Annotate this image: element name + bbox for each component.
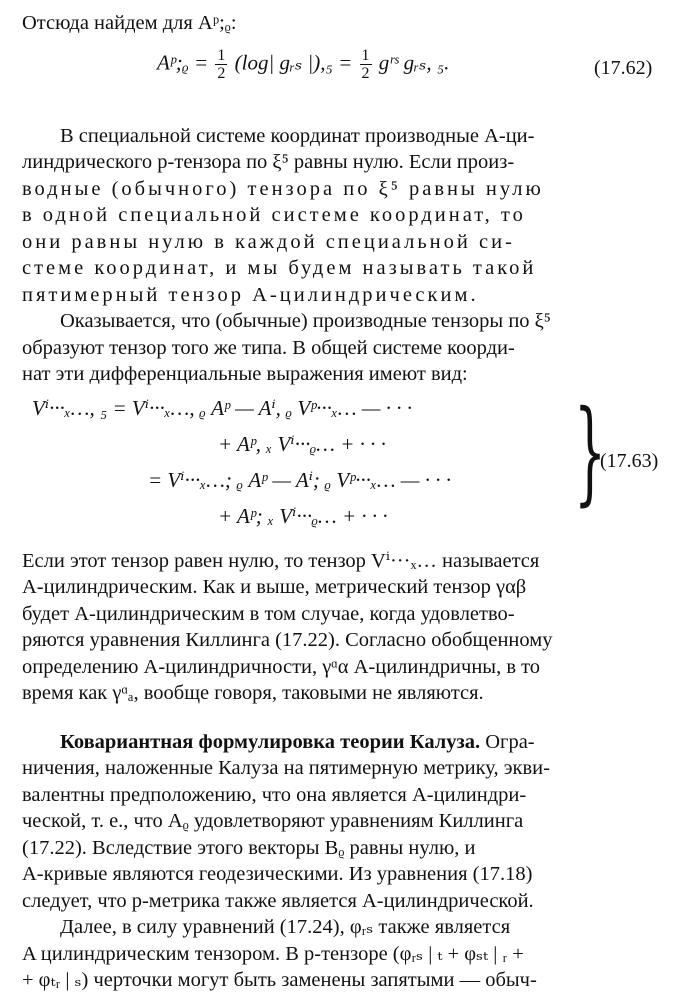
p4-line-5: (17.22). Вследствие этого векторы Bᵨ равны нулю, и bbox=[22, 836, 476, 859]
eq2-line-3: = Vⁱ···ₓ…; ᵨ Aᵖ — Aⁱ; ᵨ Vᵖ···ₓ… — · · · bbox=[148, 467, 451, 492]
intro-line: Отсюда найдем для Aᵖ;ᵨ: bbox=[22, 12, 237, 34]
eq2-number: (17.63) bbox=[600, 449, 659, 472]
eq1-half-b: $\frac{1}{2}$ bbox=[361, 46, 370, 82]
eq1-half-a: $\frac{1}{2}$ bbox=[217, 46, 226, 82]
p5-line-3: + φₜᵣ | ₛ) черточки могут быть заменены запятыми — обыч- bbox=[22, 969, 537, 991]
paragraph-4 bbox=[22, 729, 670, 915]
eq1-lhs: Aᵖ;ᵨ = bbox=[157, 49, 209, 74]
p2-line-1: Оказывается, что (обычные) производные тензоры по ξ⁵ bbox=[60, 310, 551, 332]
p5-line-1: Далее, в силу уравнений (17.24), φᵣₛ также является bbox=[60, 916, 511, 938]
equation-17-63 bbox=[22, 386, 670, 544]
p4-line-3: валентны предположению, что она является A-цилиндри- bbox=[22, 783, 527, 806]
p3-line-4: ряются уравнения Киллинга (17.22). Согласно обобщенному bbox=[22, 629, 553, 651]
p1-line-3: водные (обычного) тензора по ξ⁵ равны нулю bbox=[22, 177, 544, 200]
eq1-mid: (log| gᵣₛ |),₅ = bbox=[234, 49, 353, 74]
right-brace: } bbox=[574, 386, 607, 517]
p4-line-7: следует, что p-метрика также является A-цилиндрической. bbox=[22, 889, 534, 912]
p2-line-2: образуют тензор того же типа. В общей системе коорди- bbox=[22, 336, 515, 359]
equation-17-62 bbox=[22, 37, 670, 99]
p3-line-1: Если этот тензор равен нулю, то тензор Vⁱ···ₓ… называется bbox=[22, 549, 540, 572]
p1-line-2: линдрического p-тензора по ξ⁵ равны нулю. Если произ- bbox=[22, 151, 515, 173]
p5-line-2: A цилиндрическим тензором. В p-тензоре (φᵣₛ | ₜ + φₛₜ | ᵣ + bbox=[22, 942, 524, 965]
page bbox=[22, 10, 670, 994]
eq2-line-1: Vⁱ···ₓ…, ₅ = Vⁱ···ₓ…, ᵨ Aᵖ — Aⁱ, ᵨ Vᵖ···ₓ… — · · · bbox=[32, 395, 412, 420]
p1-line-6: стеме координат, и мы будем называть такой bbox=[22, 257, 537, 279]
p1-line-7: пятимерный тензор A-цилиндрическим. bbox=[22, 283, 479, 306]
paragraph-5 bbox=[22, 914, 670, 994]
p4-line-6: A-кривые являются геодезическими. Из уравнения (17.18) bbox=[22, 863, 533, 885]
p4-line-2: ничения, наложенные Калуза на пятимерную метрику, экви- bbox=[22, 757, 550, 779]
p3-line-2: A-цилиндрическим. Как и выше, метрический тензор γαβ bbox=[22, 576, 527, 598]
paragraph-2 bbox=[22, 308, 670, 388]
p4-line-4: ческой, т. е., что Aᵨ удовлетворяют уравнениям Киллинга bbox=[22, 810, 524, 832]
eq1-number: (17.62) bbox=[594, 56, 653, 79]
paragraph-3 bbox=[22, 548, 670, 707]
paragraph-1 bbox=[22, 123, 670, 309]
p3-line-5: определению A-цилиндричности, γᵅα A-цилиндричны, в то bbox=[22, 655, 541, 678]
eq2-line-4: + Aᵖ; ₓ Vⁱ···ᵨ… + · · · bbox=[218, 503, 388, 528]
p1-line-1: В специальной системе координат производные A-ци- bbox=[60, 124, 535, 147]
eq1-rhs: gʳˢ gᵣₛ, ₅. bbox=[378, 49, 450, 74]
p2-line-3: нат эти дифференциальные выражения имеют вид: bbox=[22, 363, 468, 385]
p3-line-3: будет A-цилиндрическим в том случае, когда удовлетво- bbox=[22, 602, 515, 625]
section-heading: Ковариантная формулировка теории Калуза. bbox=[60, 730, 481, 753]
p1-line-5: они равны нулю в каждой специальной си- bbox=[22, 230, 515, 253]
p4-line-1: Ковариантная формулировка теории Калуза. Огра- bbox=[60, 730, 535, 753]
p3-line-6: время как γᵅₐ, вообще говоря, таковыми не являются. bbox=[22, 682, 484, 704]
eq2-line-2: + Aᵖ, ₓ Vⁱ···ᵨ… + · · · bbox=[218, 431, 386, 456]
p1-line-4: в одной специальной системе координат, то bbox=[22, 204, 526, 226]
equation-body bbox=[157, 47, 449, 82]
